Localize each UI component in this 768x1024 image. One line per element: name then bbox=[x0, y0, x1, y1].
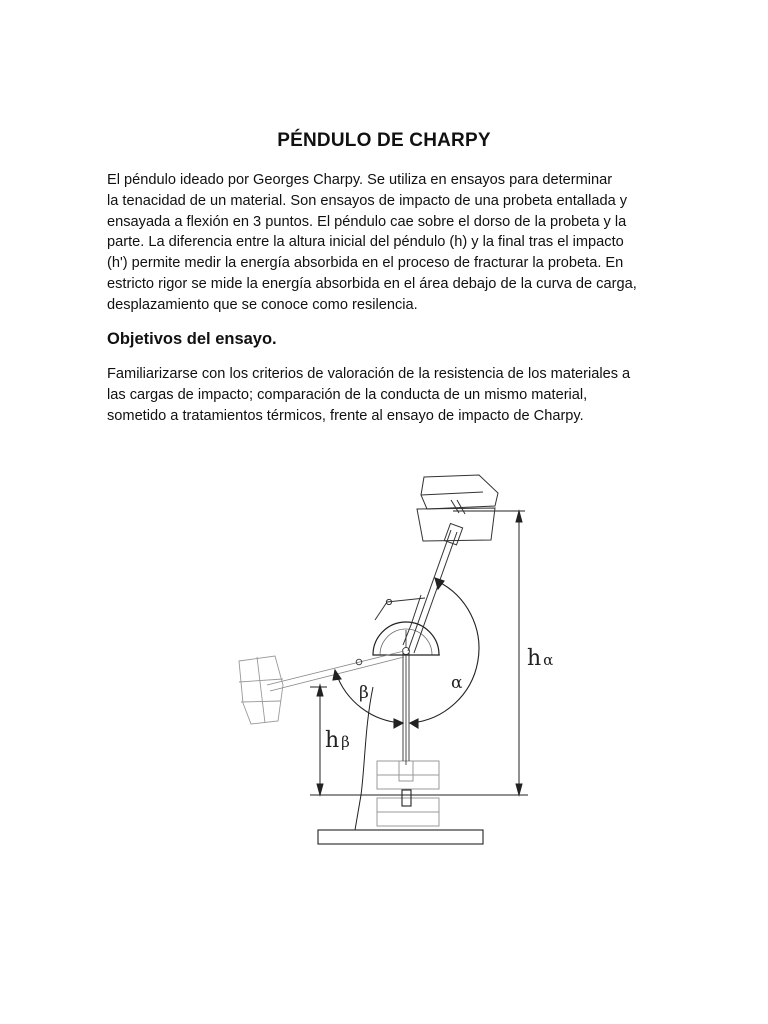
alpha-label: α bbox=[451, 673, 463, 693]
objectives-paragraph bbox=[107, 364, 667, 426]
intro-line: la tenacidad de un material. Son ensayos de impacto de una probeta entallada y bbox=[107, 192, 628, 209]
anvil bbox=[377, 761, 439, 826]
charpy-pendulum-diagram bbox=[225, 465, 575, 850]
objectives-line: sometido a tratamientos térmicos, frente al ensayo de impacto de Charpy. bbox=[107, 407, 584, 424]
frame-line bbox=[355, 687, 373, 830]
h-beta-sub: β bbox=[341, 733, 350, 751]
h-beta-main: h bbox=[325, 728, 340, 753]
intro-line: desplazamiento que se conoce como resilencia. bbox=[107, 296, 418, 313]
h-alpha-dimension bbox=[516, 511, 522, 795]
pendulum-head-swing bbox=[239, 656, 283, 724]
intro-line: (h') permite medir la energía absorbida en el proceso de fracturar la probeta. En bbox=[107, 255, 624, 272]
intro-paragraph bbox=[107, 170, 667, 316]
h-beta-label bbox=[325, 728, 350, 753]
release-handle bbox=[375, 595, 425, 645]
intro-line: parte. La diferencia entre la altura inicial del péndulo (h) y la final tras el impacto bbox=[107, 234, 624, 251]
intro-line: El péndulo ideado por Georges Charpy. Se utiliza en ensayos para determinar bbox=[107, 172, 613, 188]
h-alpha-sub: α bbox=[543, 651, 554, 669]
alpha-arc bbox=[410, 578, 479, 728]
objectives-line: las cargas de impacto; comparación de la conducta de un mismo material, bbox=[107, 386, 588, 403]
intro-line: estricto rigor se mide la energía absorbida en el área debajo de la curva de carga, bbox=[107, 275, 637, 292]
section-heading: Objetivos del ensayo. bbox=[107, 330, 277, 348]
base-plate bbox=[318, 830, 483, 844]
pendulum-head-raised bbox=[417, 475, 498, 541]
intro-line: ensayada a flexión en 3 puntos. El péndulo cae sobre el dorso de la probeta y la bbox=[107, 213, 627, 230]
objectives-line: Familiarizarse con los criterios de valoración de la resistencia de los materiales a bbox=[107, 366, 631, 382]
beta-label: β bbox=[359, 683, 369, 703]
h-alpha-main: h bbox=[527, 646, 542, 671]
page-title: PÉNDULO DE CHARPY bbox=[277, 130, 491, 151]
pendulum-arm-raised bbox=[408, 523, 463, 653]
h-alpha-label bbox=[527, 646, 553, 671]
